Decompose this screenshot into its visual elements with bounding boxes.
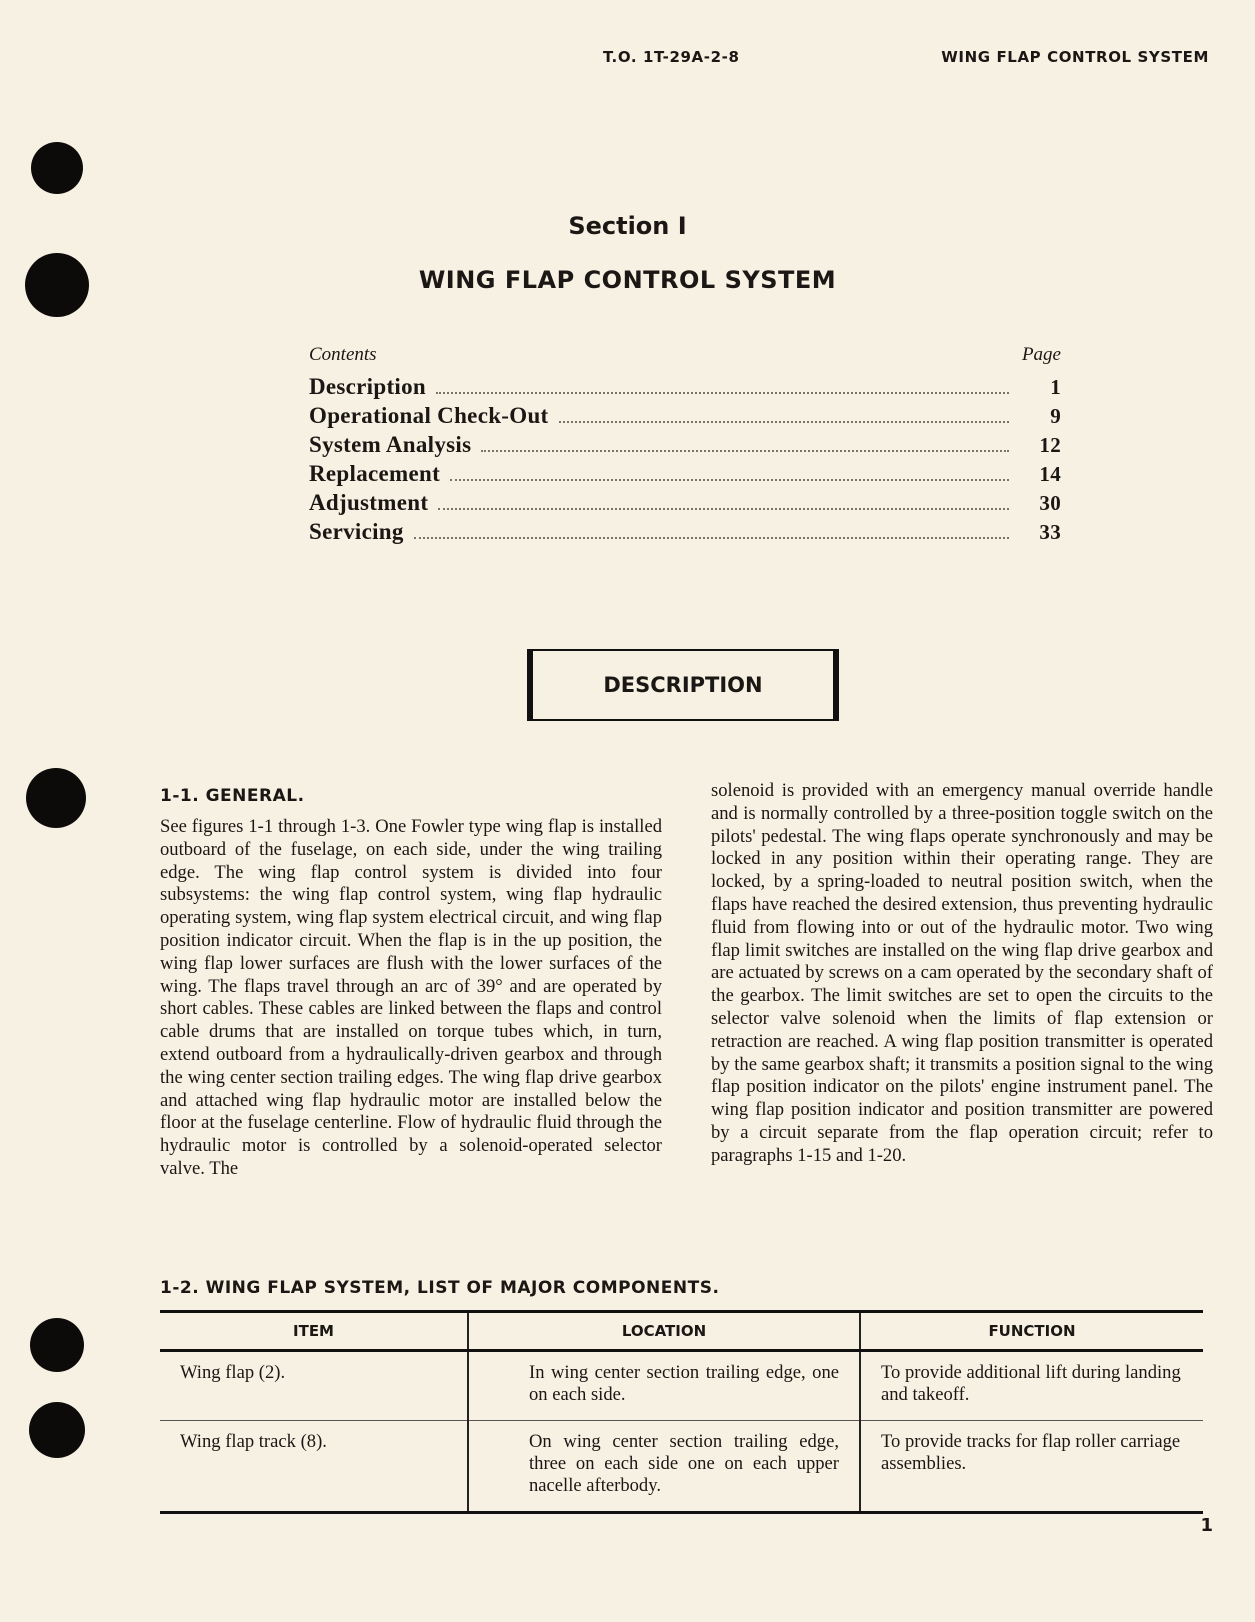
column-header-item: ITEM — [160, 1312, 468, 1351]
cell-function: To provide tracks for flap roller carriage assemblies. — [860, 1421, 1203, 1513]
binder-hole — [31, 142, 83, 194]
dot-leader — [559, 421, 1010, 423]
dot-leader — [450, 479, 1009, 481]
cell-item: Wing flap track (8). — [160, 1421, 468, 1513]
cell-item: Wing flap (2). — [160, 1351, 468, 1421]
general-text-left: See figures 1-1 through 1-3. One Fowler type wing flap is installed outboard of the fuselage, on each side, under the wing trailing edge. The wing flap control system is divided into four subsystems: the wing flap control system, wing flap hydraulic operating system, wing flap system electrical circuit, and wing flap position indicator circuit. When the flap is in the up position, the wing flap lower surfaces are flush with the lower surfaces of the wing. The flaps travel through an arc of 39° and are operated by short cables. These cables are linked between the flaps and control cable drums that are installed on torque tubes which, in turn, extend outboard from a hydraulically-driven gearbox and through the wing center section trailing edges. The wing flap drive gearbox and attached wing flap hydraulic motor are installed below the floor at the fuselage centerline. Flow of hydraulic fluid through the hydraulic motor is controlled by a solenoid-operated selector valve. The — [160, 816, 662, 1179]
toc-entry[interactable]: System Analysis 12 — [309, 432, 1061, 457]
dot-leader — [438, 508, 1009, 510]
page-label: Page — [1021, 344, 1061, 365]
general-heading: 1-1. GENERAL. — [160, 786, 305, 806]
running-title: WING FLAP CONTROL SYSTEM — [941, 48, 1209, 66]
cell-function: To provide additional lift during landing and takeoff. — [860, 1351, 1203, 1421]
column-header-function: FUNCTION — [860, 1312, 1203, 1351]
page-number: 1 — [1200, 1515, 1213, 1536]
components-table — [160, 1310, 1203, 1514]
table-of-contents — [309, 344, 1061, 548]
column-header-location: LOCATION — [468, 1312, 860, 1351]
dot-leader — [436, 392, 1009, 394]
toc-entry[interactable]: Replacement 14 — [309, 461, 1061, 486]
contents-label: Contents — [309, 344, 377, 365]
dot-leader — [481, 450, 1009, 452]
components-heading: 1-2. WING FLAP SYSTEM, LIST OF MAJOR COMPONENTS. — [160, 1278, 720, 1298]
description-banner: DESCRIPTION — [527, 649, 839, 721]
toc-entry[interactable]: Description 1 — [309, 374, 1061, 399]
section-title: WING FLAP CONTROL SYSTEM — [418, 266, 837, 294]
toc-entry[interactable]: Adjustment 30 — [309, 490, 1061, 515]
table-header-row — [160, 1312, 1203, 1351]
doc-number: T.O. 1T-29A-2-8 — [603, 48, 740, 66]
cell-location: In wing center section trailing edge, one on each side. — [468, 1351, 860, 1421]
toc-entry[interactable]: Servicing 33 — [309, 519, 1061, 544]
section-number: Section I — [568, 212, 687, 240]
general-text-right: solenoid is provided with an emergency manual override handle and is normally controlled by a three-position toggle switch on the pilots' pedestal. The wing flaps operate synchronously and may be locked in any position within their operating range. They are locked, by a spring-loaded to neutral position switch, when the flaps have reached the desired extension, thus preventing hydraulic fluid from flowing into or out of the hydraulic motor. Two wing flap limit switches are installed on the wing flap drive gearbox and are actuated by screws on a cam operated by the secondary shaft of the gearbox. The limit switches are set to open the circuits to the selector valve solenoid when the limits of flap extension or retraction are reached. A wing flap position transmitter is operated by the same gearbox shaft; it transmits a position signal to the wing flap position indicator on the pilots' engine instrument panel. The wing flap position indicator and position transmitter are powered by a circuit separate from the flap operation circuit; refer to paragraphs 1-15 and 1-20. — [711, 780, 1213, 1166]
binder-hole — [29, 1402, 85, 1458]
binder-hole — [26, 768, 86, 828]
table-row — [160, 1421, 1203, 1513]
dot-leader — [414, 537, 1009, 539]
toc-entry[interactable]: Operational Check-Out 9 — [309, 403, 1061, 428]
table-row — [160, 1351, 1203, 1421]
cell-location: On wing center section trailing edge, three on each side one on each upper nacelle afterbody. — [468, 1421, 860, 1513]
binder-hole — [30, 1318, 84, 1372]
